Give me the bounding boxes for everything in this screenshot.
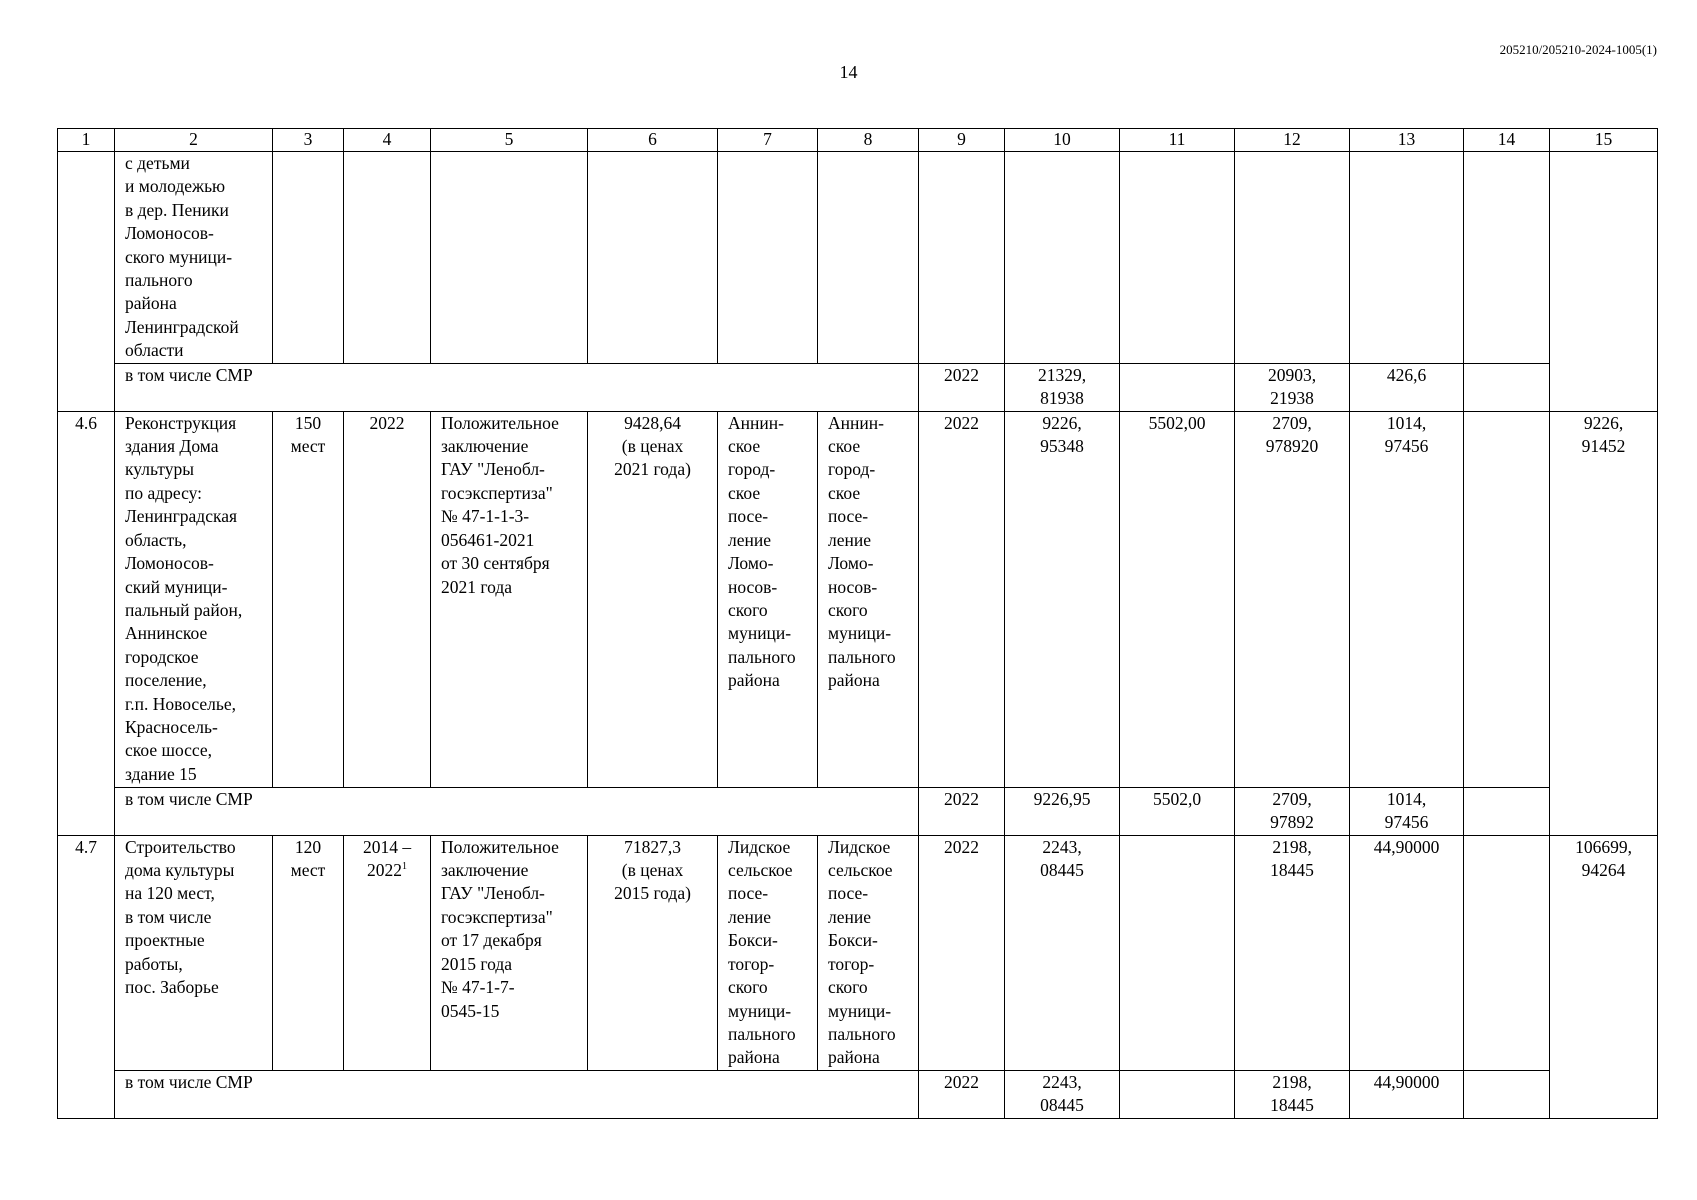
empty-cell xyxy=(1350,152,1464,364)
empty-cell xyxy=(588,152,718,364)
empty-cell xyxy=(818,152,919,364)
row-number-cell: 4.7 xyxy=(58,835,115,1118)
cell-c13: 1014, 97456 xyxy=(1350,787,1464,835)
years-cell xyxy=(344,835,431,1070)
column-header: 8 xyxy=(818,129,919,152)
column-header: 9 xyxy=(919,129,1005,152)
owner-cell: Аннин- ское город- ское посе- ление Ломо- носов- ского муници- пального района xyxy=(818,411,919,787)
page-number: 14 xyxy=(839,62,858,82)
cell-c12: 2198, 18445 xyxy=(1235,835,1350,1070)
cost-cell: 9428,64 (в ценах 2021 года) xyxy=(588,411,718,787)
cell-c12: 2198, 18445 xyxy=(1235,1070,1350,1118)
object-name-cell: Строительство дома культуры на 120 мест, в том числе проектные работы, пос. Заборье xyxy=(115,835,273,1070)
data-table xyxy=(57,128,1658,1119)
empty-cell xyxy=(1464,152,1550,364)
empty-cell xyxy=(431,152,588,364)
empty-cell xyxy=(1120,152,1235,364)
cell-c11: 5502,00 xyxy=(1120,411,1235,787)
smr-row xyxy=(58,363,1658,411)
empty-cell xyxy=(1235,152,1350,364)
document-id: 205210/205210-2024-1005(1) xyxy=(1499,42,1657,57)
cell-c12: 2709, 97892 xyxy=(1235,787,1350,835)
smr-label: в том числе СМР xyxy=(115,363,919,411)
table-row xyxy=(58,835,1658,1070)
cell-year: 2022 xyxy=(919,787,1005,835)
years-text: 2022 xyxy=(369,412,405,433)
object-name-cell: Реконструкция здания Дома культуры по адресу: Ленинградская область, Ломоносов- ский муници- пальный район, Аннинское городское поселение, г.п. Новоселье, Красносель- ское шоссе, здание 15 xyxy=(115,411,273,787)
years-cell xyxy=(344,411,431,787)
header-row xyxy=(58,129,1658,152)
empty-cell xyxy=(344,152,431,364)
cell-c14 xyxy=(1464,787,1550,835)
cell-c11 xyxy=(1120,835,1235,1070)
years-footnote: 1 xyxy=(402,861,407,873)
customer-cell: Лидское сельское посе- ление Бокси- тогор- ского муници- пального района xyxy=(718,835,818,1070)
cost-cell: 71827,3 (в ценах 2015 года) xyxy=(588,835,718,1070)
column-header: 1 xyxy=(58,129,115,152)
column-header: 3 xyxy=(273,129,344,152)
smr-row xyxy=(58,1070,1658,1118)
column-header: 11 xyxy=(1120,129,1235,152)
cell-year: 2022 xyxy=(919,835,1005,1070)
customer-cell: Аннин- ское город- ское посе- ление Ломо- носов- ского муници- пального района xyxy=(718,411,818,787)
cell-c10: 9226,95 xyxy=(1005,787,1120,835)
table-row xyxy=(58,152,1658,364)
empty-cell xyxy=(919,152,1005,364)
smr-label: в том числе СМР xyxy=(115,1070,919,1118)
cell-c15: 106699, 94264 xyxy=(1550,835,1658,1118)
empty-cell xyxy=(718,152,818,364)
column-header: 13 xyxy=(1350,129,1464,152)
column-header: 14 xyxy=(1464,129,1550,152)
column-header: 7 xyxy=(718,129,818,152)
empty-cell xyxy=(273,152,344,364)
column-header: 5 xyxy=(431,129,588,152)
cell-c10: 21329, 81938 xyxy=(1005,363,1120,411)
cell-year: 2022 xyxy=(919,363,1005,411)
column-header: 2 xyxy=(115,129,273,152)
cell-year: 2022 xyxy=(919,1070,1005,1118)
smr-label: в том числе СМР xyxy=(115,787,919,835)
cell-c14 xyxy=(1464,835,1550,1070)
cell-c15: 9226, 91452 xyxy=(1550,411,1658,835)
cell-c10: 9226, 95348 xyxy=(1005,411,1120,787)
column-header: 15 xyxy=(1550,129,1658,152)
cell-c14 xyxy=(1464,363,1550,411)
cell-c14 xyxy=(1464,411,1550,787)
capacity-cell: 120 мест xyxy=(273,835,344,1070)
row-number-cell: 4.6 xyxy=(58,411,115,835)
table-row xyxy=(58,411,1658,787)
row-number-cell xyxy=(58,152,115,412)
column-header: 10 xyxy=(1005,129,1120,152)
cell-c10: 2243, 08445 xyxy=(1005,1070,1120,1118)
cell-year: 2022 xyxy=(919,411,1005,787)
cell-c13: 426,6 xyxy=(1350,363,1464,411)
smr-row xyxy=(58,787,1658,835)
column-header: 12 xyxy=(1235,129,1350,152)
empty-cell xyxy=(1005,152,1120,364)
object-name-cell: с детьми и молодежью в дер. Пеники Ломоносов- ского муници- пального района Ленинградской области xyxy=(115,152,273,364)
owner-cell: Лидское сельское посе- ление Бокси- тогор- ского муници- пального района xyxy=(818,835,919,1070)
years-text: 2014 – 2022 xyxy=(362,836,412,881)
cell-c12: 2709, 978920 xyxy=(1235,411,1350,787)
cell-c11 xyxy=(1120,1070,1235,1118)
cell-c13: 44,90000 xyxy=(1350,1070,1464,1118)
column-header: 4 xyxy=(344,129,431,152)
cell-c12: 20903, 21938 xyxy=(1235,363,1350,411)
cell-c13: 44,90000 xyxy=(1350,835,1464,1070)
cell-c10: 2243, 08445 xyxy=(1005,835,1120,1070)
cell-c14 xyxy=(1464,1070,1550,1118)
capacity-cell: 150 мест xyxy=(273,411,344,787)
expertise-cell: Положительное заключение ГАУ "Ленобл- госэкспертиза" № 47-1-1-3- 056461-2021 от 30 сентября 2021 года xyxy=(431,411,588,787)
cell-c11 xyxy=(1120,363,1235,411)
cell-c13: 1014, 97456 xyxy=(1350,411,1464,787)
cell-c11: 5502,0 xyxy=(1120,787,1235,835)
empty-cell xyxy=(1550,152,1658,412)
column-header: 6 xyxy=(588,129,718,152)
expertise-cell: Положительное заключение ГАУ "Ленобл- госэкспертиза" от 17 декабря 2015 года № 47-1-7- 0545-15 xyxy=(431,835,588,1070)
